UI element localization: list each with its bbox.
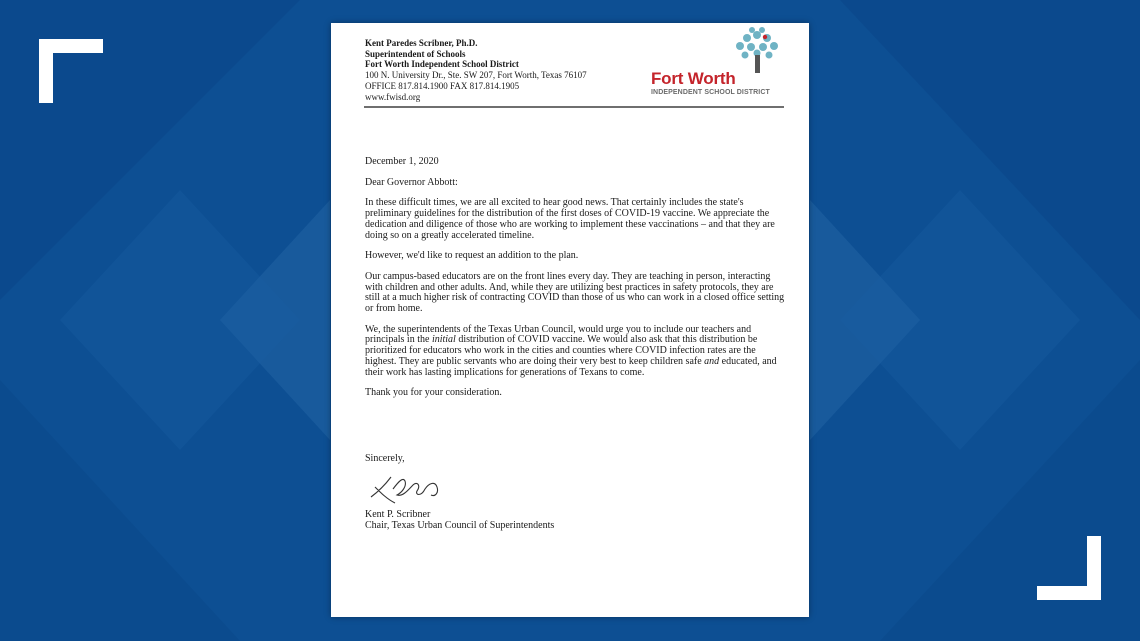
letter-salutation: Dear Governor Abbott:: [365, 176, 458, 188]
logo-subtitle: INDEPENDENT SCHOOL DISTRICT: [651, 89, 770, 96]
corner-bracket-bottom-right: [1037, 536, 1101, 600]
fwisd-logo: [649, 25, 789, 97]
letterhead-website: www.fwisd.org: [365, 91, 421, 102]
signer-block: [365, 509, 554, 531]
paragraph-3: Our campus-based educators are on the front lines every day. They are teaching in person, interacting with children and other adults. And, while they are utilizing best practices in safety protocols, they are still at a much higher risk of contracting COVID than those of us who can work in a closed office setting or from home.: [365, 270, 785, 315]
letterhead-phone: OFFICE 817.814.1900 FAX 817.814.1905: [365, 80, 520, 91]
letterhead-org: Fort Worth Independent School District: [365, 59, 519, 70]
letterhead-address: 100 N. University Dr., Ste. SW 207, Fort Worth, Texas 76107: [365, 70, 587, 81]
corner-bracket-top-left: [39, 39, 103, 103]
letterhead-title: Superintendent of Schools: [365, 48, 466, 59]
paragraph-4-emphasis-initial: initial: [431, 334, 456, 346]
signer-name: Kent P. Scribner: [365, 509, 431, 520]
paragraph-4-part-a: We, the superintendents of the Texas Urban Council, would urge you to include our teachers and principals in the: [365, 323, 752, 346]
logo-name: Fort Worth: [651, 69, 736, 88]
closing: Sincerely,: [365, 453, 405, 464]
letterhead-divider: [364, 106, 784, 108]
paragraph-4-part-b: distribution of COVID vaccine. We would also ask that this distribution be prioritized for educators who work in the cities and counties where COVID infection rates are the highest. They are public servants who are doing their very best to keep children safe: [365, 334, 758, 367]
signer-title: Chair, Texas Urban Council of Superintendents: [365, 520, 555, 531]
signature-image: [365, 467, 455, 507]
paragraph-1: In these difficult times, we are all excited to hear good news. That certainly includes the state's preliminary guidelines for the distribution of the first doses of COVID-19 vaccine. We appreciate the dedication and diligence of those who are working to implement these vaccinations – and that they are doing so on a greatly accelerated timeline.: [365, 197, 775, 241]
paragraph-5: Thank you for your consideration.: [365, 387, 502, 399]
letter-date: December 1, 2020: [365, 156, 439, 167]
letter-body: [365, 157, 787, 409]
paragraph-4: [365, 325, 787, 379]
paragraph-2: However, we'd like to request an addition to the plan.: [365, 250, 579, 262]
letterhead-name: Kent Paredes Scribner, Ph.D.: [365, 38, 478, 48]
letterhead: [365, 38, 587, 102]
tree-icon: [729, 25, 785, 73]
letter-page: [331, 23, 809, 617]
paragraph-4-emphasis-and: and: [704, 355, 720, 367]
paragraph-4-part-c: educated, and their work has lasting implications for generations of Texans to come.: [365, 355, 777, 378]
